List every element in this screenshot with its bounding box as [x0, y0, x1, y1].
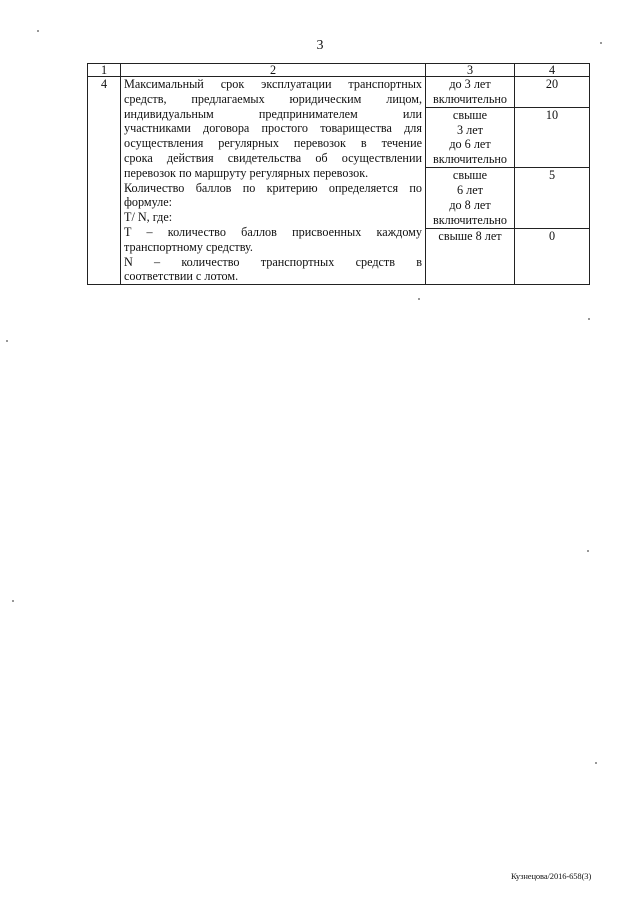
period-text: свыше 8 лет — [438, 228, 502, 243]
period-text: включительно — [432, 212, 508, 227]
scan-speck — [587, 550, 589, 552]
period-text: свыше — [452, 107, 488, 122]
description-line: срока действия свидетельства об осуществлении — [124, 150, 422, 165]
document-reference: Кузнецова/2016-658(3) — [511, 871, 592, 881]
period-cell — [426, 168, 515, 229]
points-cell: 5 — [515, 168, 590, 229]
description-line: средств, предлагаемых юридическим лицом, — [124, 91, 422, 106]
period-text: до 6 лет — [449, 137, 491, 152]
scan-speck — [12, 600, 14, 602]
scan-speck — [6, 340, 8, 342]
scan-speck — [37, 30, 39, 32]
description-line: N – количество транспортных средств в — [124, 254, 422, 269]
description-line: транспортному средству. — [124, 239, 253, 254]
description-line: T – количество баллов присвоенных каждому — [124, 224, 422, 239]
points-cell: 20 — [515, 77, 590, 108]
points-cell: 0 — [515, 228, 590, 284]
period-cell — [426, 107, 515, 168]
description-line: перевозок по маршруту регулярных перевозок. — [124, 165, 369, 180]
criteria-table — [87, 63, 590, 285]
points-cell: 10 — [515, 107, 590, 168]
description-line: участниками договора простого товарищества для — [124, 121, 422, 136]
table-header-row — [88, 64, 590, 77]
description-line: Количество баллов по критерию определяется по — [124, 180, 422, 195]
criterion-number: 4 — [88, 77, 121, 285]
period-text: 6 лет — [457, 183, 483, 198]
scan-speck — [595, 762, 597, 764]
period-text: свыше — [452, 168, 488, 183]
period-text: включительно — [432, 152, 508, 167]
description-line: Максимальный срок эксплуатации транспортных — [124, 77, 422, 91]
column-header: 2 — [121, 64, 426, 77]
page-number: 3 — [316, 38, 324, 53]
criterion-description — [121, 77, 426, 285]
column-header: 3 — [426, 64, 515, 77]
period-cell — [426, 77, 515, 108]
scan-speck — [418, 298, 420, 300]
description-line: индивидуальным предпринимателем или — [124, 106, 422, 121]
formula-line: T/ N, где: — [124, 210, 173, 225]
table-row — [88, 77, 590, 108]
column-header: 4 — [515, 64, 590, 77]
period-text: 3 лет — [457, 122, 483, 137]
description-line: соответствии с лотом. — [124, 269, 239, 284]
period-text: включительно — [432, 91, 508, 106]
scan-speck — [600, 42, 602, 44]
period-text: до 8 лет — [449, 197, 491, 212]
column-header: 1 — [88, 64, 121, 77]
period-text: до 3 лет — [449, 77, 491, 91]
description-line: формуле: — [124, 195, 173, 210]
description-line: осуществления регулярных перевозок в течение — [124, 136, 422, 151]
scan-speck — [588, 318, 590, 320]
period-cell — [426, 228, 515, 284]
